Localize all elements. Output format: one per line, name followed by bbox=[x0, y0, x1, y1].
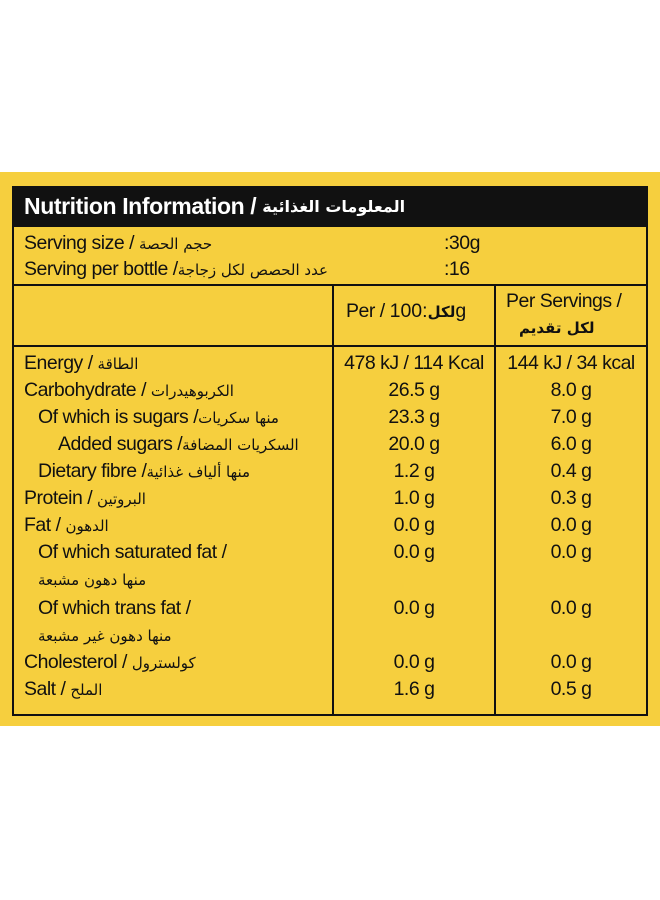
row-sugars-ar: منها سكريات bbox=[198, 409, 279, 427]
row-label-protein bbox=[24, 486, 146, 511]
row-saturated-fat-ar: منها دهون مشبعة bbox=[38, 571, 147, 589]
row-fat-ar: الدهون bbox=[65, 517, 109, 535]
row-energy-en: Energy / bbox=[24, 352, 98, 374]
row-fat-en: Fat / bbox=[24, 514, 66, 536]
row-energy-per100: 478 kJ / 114 Kcal bbox=[344, 352, 484, 374]
row-trans-fat-en: Of which trans fat / bbox=[38, 597, 191, 619]
row-dietary-fibre-en: Dietary fibre / bbox=[38, 460, 147, 482]
row-added-sugars-ar: السكريات المضافة bbox=[182, 436, 299, 454]
row-cholesterol-en: Cholesterol / bbox=[24, 651, 132, 673]
row-saturated-fat-ar-line bbox=[38, 567, 146, 592]
row-label-fat bbox=[24, 513, 109, 538]
row-sugars-serving: 7.0 g bbox=[550, 406, 592, 428]
row-cholesterol-ar: كولسترول bbox=[131, 654, 196, 672]
per-100g-value: :100g bbox=[389, 300, 466, 322]
title-ar: المعلومات الغذائية bbox=[262, 197, 406, 216]
row-saturated-fat-en: Of which saturated fat / bbox=[38, 541, 227, 563]
row-carbohydrate-ar: الكربوهيدرات bbox=[150, 382, 234, 400]
row-trans-fat-ar: منها دهون غير مشبعة bbox=[38, 627, 172, 645]
row-cholesterol-serving: 0.0 g bbox=[550, 651, 592, 673]
row-protein-serving: 0.3 g bbox=[550, 487, 592, 509]
per-100g-label-ar: لكل bbox=[427, 303, 456, 321]
header-divider bbox=[12, 345, 648, 347]
row-salt-serving: 0.5 g bbox=[550, 678, 592, 700]
serving-per-bottle-row bbox=[24, 257, 328, 282]
per-100g-header bbox=[346, 299, 466, 324]
serving-size-value: :30g bbox=[444, 232, 480, 254]
row-trans-fat-ar-line bbox=[38, 623, 172, 648]
row-saturated-fat-serving: 0.0 g bbox=[550, 541, 592, 563]
row-carbohydrate-serving: 8.0 g bbox=[550, 379, 592, 401]
row-label-dietary-fibre bbox=[38, 459, 250, 484]
serving-size-row bbox=[24, 231, 212, 256]
row-saturated-fat-per100: 0.0 g bbox=[393, 541, 435, 563]
row-energy-ar: الطاقة bbox=[97, 355, 139, 373]
row-protein-en: Protein / bbox=[24, 487, 98, 509]
row-fat-per100: 0.0 g bbox=[393, 514, 435, 536]
row-carbohydrate-per100: 26.5 g bbox=[388, 379, 440, 401]
row-sugars-per100: 23.3 g bbox=[388, 406, 440, 428]
row-label-sugars bbox=[38, 405, 279, 430]
per-serving-header-ar bbox=[519, 315, 594, 340]
serving-size-label-ar: حجم الحصة bbox=[138, 235, 213, 253]
row-added-sugars-en: Added sugars / bbox=[58, 433, 183, 455]
row-added-sugars-serving: 6.0 g bbox=[550, 433, 592, 455]
serving-divider bbox=[12, 284, 648, 286]
serving-per-bottle-value: :16 bbox=[444, 258, 470, 280]
row-salt-en: Salt / bbox=[24, 678, 71, 700]
per-serving-header: Per Servings / bbox=[506, 290, 622, 312]
row-label-carbohydrate bbox=[24, 378, 234, 403]
row-protein-per100: 1.0 g bbox=[393, 487, 435, 509]
row-sugars-en: Of which is sugars / bbox=[38, 406, 199, 428]
row-label-energy bbox=[24, 351, 138, 376]
row-cholesterol-per100: 0.0 g bbox=[393, 651, 435, 673]
row-trans-fat-per100: 0.0 g bbox=[393, 597, 435, 619]
serving-size-label: Serving size / bbox=[24, 232, 139, 254]
row-label-added-sugars bbox=[58, 432, 299, 457]
serving-per-bottle-label: Serving per bottle / bbox=[24, 258, 178, 280]
nutrition-title-bar bbox=[12, 186, 648, 227]
row-fat-serving: 0.0 g bbox=[550, 514, 592, 536]
row-salt-ar: الملح bbox=[70, 681, 103, 699]
row-dietary-fibre-serving: 0.4 g bbox=[550, 460, 592, 482]
row-dietary-fibre-ar: منها ألياف غذائية bbox=[146, 463, 251, 481]
row-protein-ar: البروتين bbox=[97, 490, 146, 508]
row-salt-per100: 1.6 g bbox=[393, 678, 435, 700]
per-serving-label-ar: لكل تقديم bbox=[519, 319, 595, 337]
row-added-sugars-per100: 20.0 g bbox=[388, 433, 440, 455]
row-label-salt bbox=[24, 677, 102, 702]
per-100g-label: Per / bbox=[346, 300, 390, 322]
row-dietary-fibre-per100: 1.2 g bbox=[393, 460, 435, 482]
row-trans-fat-serving: 0.0 g bbox=[550, 597, 592, 619]
title-en: Nutrition Information / bbox=[24, 193, 257, 219]
row-energy-serving: 144 kJ / 34 kcal bbox=[507, 352, 635, 374]
row-carbohydrate-en: Carbohydrate / bbox=[24, 379, 151, 401]
row-label-cholesterol bbox=[24, 650, 196, 675]
serving-per-bottle-label-ar: عدد الحصص لكل زجاجة bbox=[177, 261, 328, 279]
